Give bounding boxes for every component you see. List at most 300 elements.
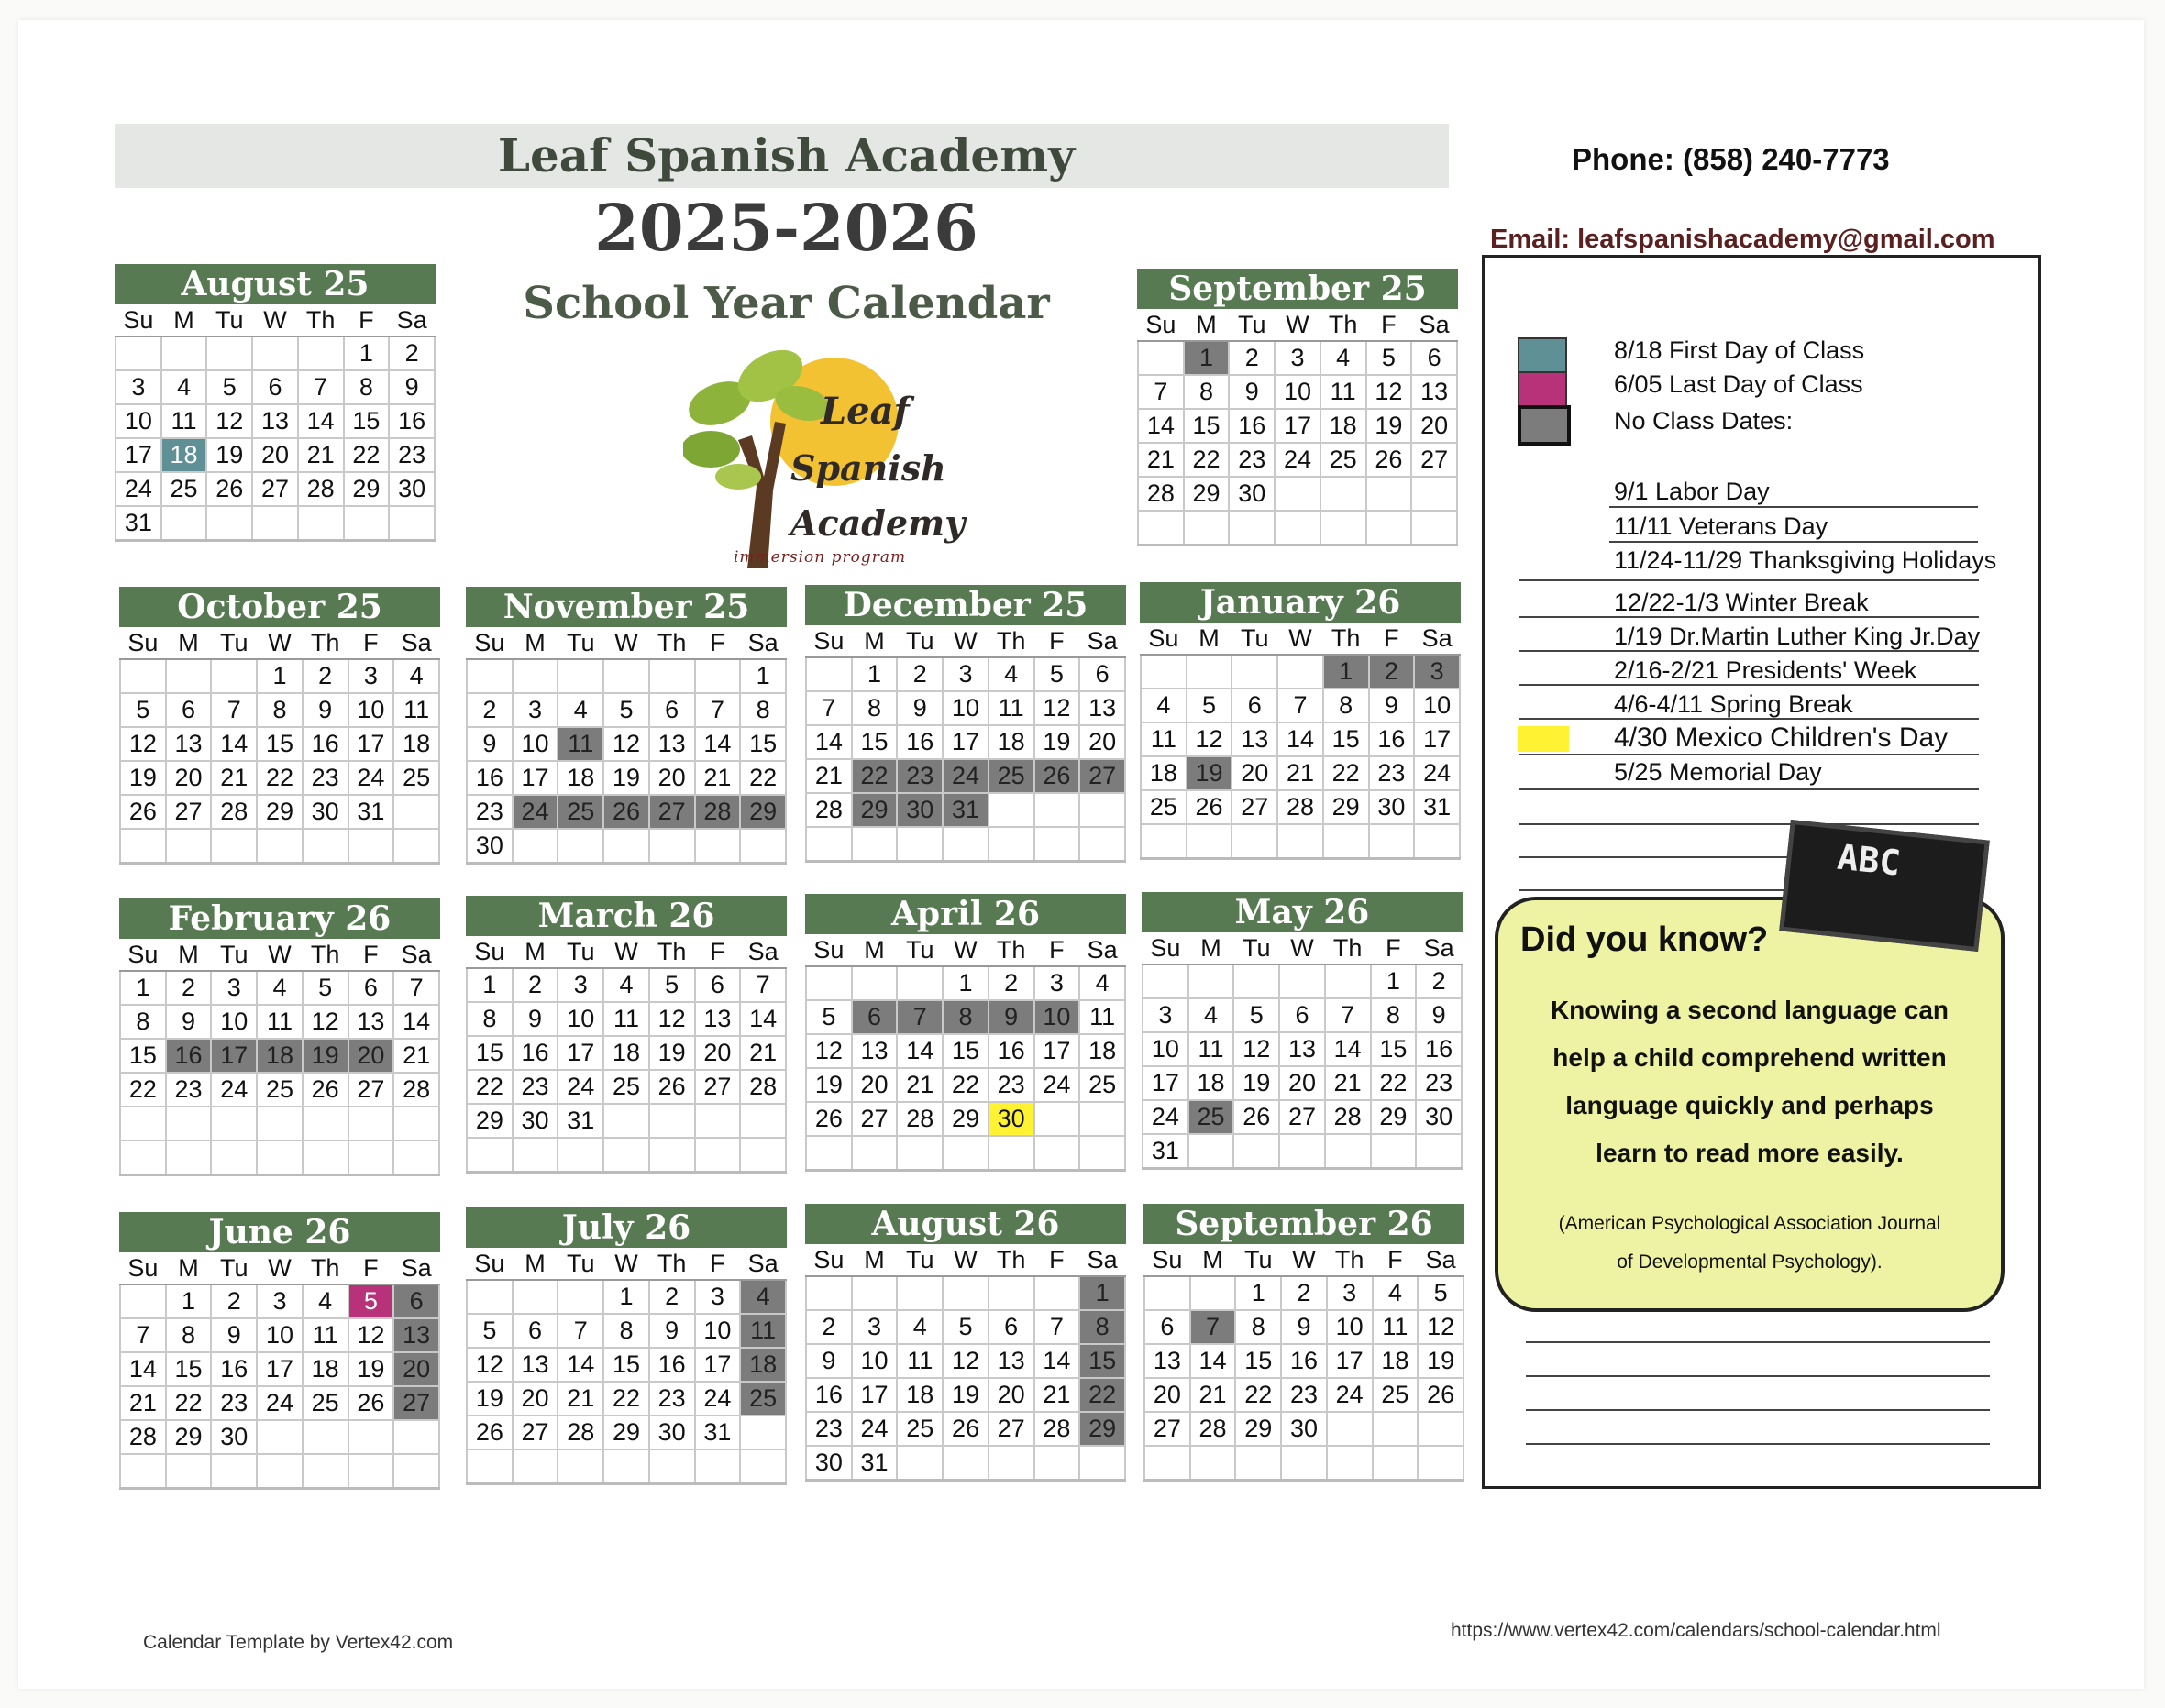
day-cell: 31: [943, 793, 989, 827]
day-cell: 28: [558, 1416, 603, 1449]
day-cell: 4: [740, 1280, 786, 1314]
day-cell: 11: [989, 691, 1034, 725]
day-cell: 8: [1079, 1310, 1125, 1344]
day-cell: 15: [943, 1034, 989, 1068]
day-cell: 4: [1141, 689, 1187, 722]
holiday-item: 11/11 Veterans Day: [1614, 512, 1828, 540]
day-cell: 8: [257, 693, 303, 727]
day-cell: 6: [1279, 998, 1325, 1032]
weekday-label: M: [852, 934, 898, 966]
day-cell: 22: [344, 438, 390, 472]
day-cell: 8: [943, 1000, 989, 1034]
day-cell: 12: [1034, 691, 1080, 725]
month-calendar: [805, 1204, 1126, 1482]
day-cell: 22: [1323, 756, 1369, 790]
empty-cell: [211, 1454, 257, 1489]
month-title: October 25: [119, 587, 440, 627]
empty-cell: [120, 1141, 166, 1175]
day-cell: 29: [852, 793, 898, 827]
day-cell: 19: [348, 1352, 394, 1386]
day-cell: 25: [161, 472, 207, 506]
email-address[interactable]: Email: leafspanishacademy@gmail.com: [1490, 225, 1995, 254]
weekday-label: M: [1188, 932, 1234, 964]
empty-cell: [649, 659, 695, 693]
empty-cell: [558, 1280, 603, 1314]
day-cell: 17: [1143, 1066, 1188, 1100]
day-cell: 8: [120, 1005, 166, 1039]
day-cell: 26: [206, 472, 252, 506]
day-cell: 3: [257, 1284, 303, 1318]
day-cell: 28: [298, 472, 344, 506]
day-cell: 1: [467, 968, 513, 1002]
day-cell: 22: [1235, 1378, 1281, 1412]
day-cell: 3: [558, 968, 603, 1002]
day-cell: 15: [1235, 1344, 1281, 1378]
day-cell: 9: [1369, 689, 1415, 722]
empty-cell: [1188, 1134, 1234, 1169]
day-cell: 18: [740, 1348, 786, 1382]
empty-cell: [1275, 511, 1320, 545]
day-cell: 23: [467, 795, 513, 829]
day-cell: 4: [161, 370, 207, 404]
month-title: November 25: [466, 587, 787, 627]
day-cell: 20: [695, 1036, 741, 1070]
day-cell: 4: [1373, 1276, 1419, 1310]
weekday-label: F: [348, 1252, 394, 1284]
day-cell: 12: [806, 1034, 852, 1068]
day-cell: 21: [1034, 1378, 1080, 1412]
legend-rule: [1519, 616, 1979, 618]
weekday-label: W: [1281, 1244, 1327, 1276]
holiday-item: 11/24-11/29 Thanksgiving Holidays: [1614, 546, 1997, 574]
weekday-label: Tu: [897, 934, 943, 966]
month-calendar: [466, 896, 787, 1174]
empty-cell: [1414, 824, 1460, 859]
day-cell: 6: [252, 370, 298, 404]
empty-cell: [1184, 511, 1230, 545]
legend-rule: [1519, 650, 1979, 652]
day-cell: 6: [513, 1314, 558, 1348]
day-cell: 5: [467, 1314, 513, 1348]
weekday-label: Sa: [1079, 1244, 1125, 1276]
month-calendar: [1137, 269, 1458, 546]
empty-cell: [1371, 1134, 1417, 1169]
day-cell: 1: [740, 659, 786, 693]
day-cell: 18: [603, 1036, 649, 1070]
weekday-label: Sa: [393, 939, 439, 971]
weekday-label: M: [1187, 623, 1232, 655]
day-cell: 9: [897, 691, 943, 725]
day-cell: 14: [1138, 409, 1184, 443]
day-cell: 20: [989, 1378, 1034, 1412]
day-cell: 28: [120, 1420, 166, 1454]
day-cell: 7: [120, 1318, 166, 1352]
empty-cell: [211, 1107, 257, 1141]
day-cell: 9: [389, 370, 435, 404]
day-cell: 14: [1190, 1344, 1236, 1378]
day-cell: 30: [467, 829, 513, 864]
empty-cell: [120, 829, 166, 864]
weekday-label: W: [1279, 932, 1325, 964]
weekday-label: Th: [1320, 309, 1366, 341]
month-calendar: [1143, 1204, 1464, 1482]
empty-cell: [393, 829, 439, 864]
day-cell: 5: [943, 1310, 989, 1344]
day-cell: 12: [943, 1344, 989, 1378]
weekday-label: Su: [467, 627, 513, 659]
day-cell: 23: [166, 1073, 212, 1107]
empty-cell: [206, 336, 252, 370]
day-cell: 5: [1187, 689, 1232, 722]
weekday-label: M: [1190, 1244, 1236, 1276]
day-cell: 19: [943, 1378, 989, 1412]
day-cell: 23: [303, 761, 348, 795]
day-cell: 24: [1275, 443, 1320, 477]
day-cell: 13: [393, 1318, 439, 1352]
day-cell: 17: [348, 727, 394, 761]
day-cell: 17: [1275, 409, 1320, 443]
day-cell: 14: [120, 1352, 166, 1386]
day-cell: 21: [1277, 756, 1323, 790]
day-cell: 3: [1414, 655, 1460, 689]
weekday-label: F: [1034, 1244, 1080, 1276]
day-cell: 7: [740, 968, 786, 1002]
weekday-label: F: [1034, 625, 1080, 657]
template-url[interactable]: https://www.vertex42.com/calendars/school-calendar.html: [1451, 1620, 1941, 1641]
month-calendar: [119, 1212, 440, 1490]
calendar-subtitle: School Year Calendar: [523, 278, 1050, 329]
school-year: 2025-2026: [594, 190, 978, 266]
day-cell: 20: [1411, 409, 1457, 443]
empty-cell: [348, 829, 394, 864]
day-cell: 23: [1281, 1378, 1327, 1412]
day-cell: 5: [348, 1284, 394, 1318]
day-cell: 11: [603, 1002, 649, 1036]
weekday-label: W: [252, 304, 298, 336]
day-cell: 9: [166, 1005, 212, 1039]
day-cell: 3: [943, 657, 989, 691]
legend-last-day: 6/05 Last Day of Class: [1614, 370, 1863, 398]
legend-rule: [1519, 823, 1979, 825]
logo-word-spanish: Spanish: [790, 447, 946, 489]
day-cell: 26: [348, 1386, 394, 1420]
weekday-label: Th: [303, 1252, 348, 1284]
weekday-label: Tu: [1229, 309, 1275, 341]
month-calendar: [466, 1207, 787, 1485]
day-cell: 6: [695, 968, 741, 1002]
empty-cell: [120, 1107, 166, 1141]
day-cell: 3: [852, 1310, 898, 1344]
weekday-label: W: [603, 936, 649, 968]
day-cell: 3: [1034, 966, 1080, 1000]
empty-cell: [1141, 655, 1187, 689]
did-you-know-line: language quickly and perhaps: [1565, 1091, 1934, 1119]
empty-cell: [806, 1276, 852, 1310]
empty-cell: [852, 827, 898, 862]
day-cell: 19: [1233, 1066, 1279, 1100]
day-cell: 16: [513, 1036, 558, 1070]
day-cell: 20: [252, 438, 298, 472]
weekday-label: W: [943, 1244, 989, 1276]
day-cell: 9: [1416, 998, 1462, 1032]
empty-cell: [1187, 655, 1232, 689]
empty-cell: [257, 1420, 303, 1454]
weekday-label: M: [166, 939, 212, 971]
day-cell: 10: [1275, 375, 1320, 409]
day-cell: 30: [1229, 477, 1275, 511]
weekday-label: W: [257, 1252, 303, 1284]
day-cell: 29: [257, 795, 303, 829]
did-you-know-line: Knowing a second language can: [1550, 996, 1950, 1024]
weekday-label: Sa: [393, 1252, 439, 1284]
weekday-label: M: [852, 625, 898, 657]
holiday-item: 5/25 Memorial Day: [1614, 758, 1822, 786]
day-cell: 18: [1188, 1066, 1234, 1100]
empty-cell: [513, 829, 558, 864]
empty-cell: [740, 829, 786, 864]
day-cell: 21: [558, 1382, 603, 1416]
day-cell: 10: [513, 727, 558, 761]
day-cell: 15: [1184, 409, 1230, 443]
day-cell: 6: [1232, 689, 1277, 722]
day-cell: 19: [120, 761, 166, 795]
legend-rule: [1519, 718, 1979, 720]
day-cell: 13: [1144, 1344, 1190, 1378]
source-line: of Developmental Psychology).: [1617, 1251, 1883, 1273]
day-cell: 24: [257, 1386, 303, 1420]
month-title: June 26: [119, 1212, 440, 1252]
day-cell: 24: [852, 1412, 898, 1446]
empty-cell: [348, 1454, 394, 1489]
holiday-item: 4/6-4/11 Spring Break: [1614, 690, 1853, 718]
empty-cell: [558, 1138, 603, 1173]
empty-cell: [695, 829, 741, 864]
source-line: (American Psychological Association Journal: [1558, 1213, 1941, 1234]
empty-cell: [1138, 341, 1184, 375]
chalkboard-text: ABC: [1835, 836, 1903, 884]
empty-cell: [1281, 1446, 1327, 1481]
day-cell: 6: [166, 693, 212, 727]
day-cell: 26: [603, 795, 649, 829]
weekday-label: W: [603, 1248, 649, 1280]
weekday-label: Su: [467, 1248, 513, 1280]
day-cell: 20: [649, 761, 695, 795]
day-cell: 12: [206, 404, 252, 438]
weekday-label: Th: [1323, 623, 1369, 655]
day-cell: 15: [120, 1039, 166, 1073]
day-cell: 15: [1323, 722, 1369, 756]
day-cell: 21: [740, 1036, 786, 1070]
weekday-label: Tu: [897, 1244, 943, 1276]
empty-cell: [649, 1449, 695, 1484]
empty-cell: [1034, 827, 1080, 862]
empty-cell: [257, 1107, 303, 1141]
empty-cell: [1144, 1276, 1190, 1310]
day-cell: 15: [740, 727, 786, 761]
weekday-label: Tu: [558, 1248, 603, 1280]
empty-cell: [393, 795, 439, 829]
day-cell: 14: [1034, 1344, 1080, 1378]
day-cell: 24: [116, 472, 161, 506]
day-cell: 21: [1138, 443, 1184, 477]
day-cell: 16: [649, 1348, 695, 1382]
day-cell: 5: [1034, 657, 1080, 691]
last-day-swatch: [1518, 371, 1567, 408]
day-cell: 2: [1229, 341, 1275, 375]
day-cell: 5: [1418, 1276, 1464, 1310]
day-cell: 9: [1281, 1310, 1327, 1344]
day-cell: 29: [166, 1420, 212, 1454]
empty-cell: [649, 829, 695, 864]
empty-cell: [1034, 1276, 1080, 1310]
holiday-item: 2/16-2/21 Presidents' Week: [1614, 656, 1917, 684]
weekday-label: Sa: [740, 1248, 786, 1280]
day-cell: 31: [348, 795, 394, 829]
day-cell: 2: [649, 1280, 695, 1314]
day-cell: 17: [1327, 1344, 1373, 1378]
day-cell: 30: [1369, 790, 1415, 824]
month-calendar: [115, 264, 436, 542]
day-cell: 21: [298, 438, 344, 472]
day-cell: 31: [558, 1104, 603, 1138]
holiday-item: 9/1 Labor Day: [1614, 478, 1770, 505]
day-cell: 20: [1144, 1378, 1190, 1412]
day-cell: 3: [513, 693, 558, 727]
day-cell: 5: [303, 971, 348, 1005]
day-cell: 7: [897, 1000, 943, 1034]
day-cell: 11: [897, 1344, 943, 1378]
weekday-label: F: [348, 939, 394, 971]
day-cell: 12: [120, 727, 166, 761]
did-you-know-text: [1517, 986, 1983, 1177]
day-cell: 14: [695, 727, 741, 761]
day-cell: 7: [1277, 689, 1323, 722]
weekday-label: F: [695, 936, 741, 968]
day-cell: 9: [649, 1314, 695, 1348]
school-name: Leaf Spanish Academy: [497, 128, 1076, 182]
empty-cell: [943, 1276, 989, 1310]
day-cell: 25: [603, 1070, 649, 1104]
day-cell: 14: [806, 725, 852, 759]
day-cell: 25: [303, 1386, 348, 1420]
day-cell: 22: [943, 1068, 989, 1102]
day-cell: 3: [695, 1280, 741, 1314]
day-cell: 26: [303, 1073, 348, 1107]
day-cell: 27: [166, 795, 212, 829]
empty-cell: [161, 336, 207, 370]
weekday-label: F: [695, 627, 741, 659]
logo-tagline: immersion program: [734, 548, 907, 567]
day-cell: 2: [1281, 1276, 1327, 1310]
day-cell: 28: [897, 1102, 943, 1136]
day-cell: 24: [348, 761, 394, 795]
day-cell: 25: [1373, 1378, 1419, 1412]
weekday-label: Tu: [897, 625, 943, 657]
day-cell: 9: [303, 693, 348, 727]
empty-cell: [298, 506, 344, 541]
day-cell: 22: [1184, 443, 1230, 477]
day-cell: 4: [257, 971, 303, 1005]
empty-cell: [257, 1141, 303, 1175]
day-cell: 29: [467, 1104, 513, 1138]
day-cell: 8: [603, 1314, 649, 1348]
legend-rule: [1519, 889, 1794, 891]
day-cell: 30: [897, 793, 943, 827]
day-cell: 31: [1414, 790, 1460, 824]
day-cell: 24: [695, 1382, 741, 1416]
day-cell: 13: [513, 1348, 558, 1382]
day-cell: 17: [257, 1352, 303, 1386]
empty-cell: [603, 1104, 649, 1138]
empty-cell: [1143, 964, 1188, 998]
day-cell: 7: [1190, 1310, 1236, 1344]
day-cell: 23: [211, 1386, 257, 1420]
day-cell: 31: [116, 506, 161, 541]
day-cell: 11: [257, 1005, 303, 1039]
day-cell: 2: [166, 971, 212, 1005]
legend-rule: [1519, 788, 1979, 790]
empty-cell: [120, 1284, 166, 1318]
day-cell: 8: [1184, 375, 1230, 409]
day-cell: 1: [852, 657, 898, 691]
day-cell: 30: [303, 795, 348, 829]
day-cell: 27: [513, 1416, 558, 1449]
day-cell: 23: [649, 1382, 695, 1416]
empty-cell: [806, 827, 852, 862]
day-cell: 26: [1034, 759, 1080, 793]
day-cell: 28: [1190, 1412, 1236, 1446]
day-cell: 14: [897, 1034, 943, 1068]
empty-cell: [1411, 511, 1457, 545]
empty-cell: [558, 659, 603, 693]
weekday-label: Sa: [740, 627, 786, 659]
day-cell: 15: [1079, 1344, 1125, 1378]
month-calendar: [119, 898, 440, 1176]
day-cell: 16: [303, 727, 348, 761]
day-cell: 23: [989, 1068, 1034, 1102]
empty-cell: [1325, 1134, 1371, 1169]
day-cell: 8: [344, 370, 390, 404]
day-cell: 27: [852, 1102, 898, 1136]
empty-cell: [1327, 1446, 1373, 1481]
empty-cell: [695, 659, 741, 693]
weekday-label: Sa: [393, 627, 439, 659]
day-cell: 21: [120, 1386, 166, 1420]
day-cell: 15: [852, 725, 898, 759]
day-cell: 6: [989, 1310, 1034, 1344]
weekday-label: Th: [649, 936, 695, 968]
day-cell: 2: [211, 1284, 257, 1318]
empty-cell: [989, 1136, 1034, 1171]
day-cell: 24: [1034, 1068, 1080, 1102]
empty-cell: [806, 966, 852, 1000]
weekday-label: F: [1034, 934, 1080, 966]
day-cell: 27: [649, 795, 695, 829]
empty-cell: [1190, 1276, 1236, 1310]
day-cell: 21: [1190, 1378, 1236, 1412]
empty-cell: [467, 1138, 513, 1173]
weekday-label: W: [1277, 623, 1323, 655]
day-cell: 1: [1323, 655, 1369, 689]
day-cell: 11: [393, 693, 439, 727]
day-cell: 22: [852, 759, 898, 793]
empty-cell: [1369, 824, 1415, 859]
day-cell: 2: [467, 693, 513, 727]
day-cell: 21: [806, 759, 852, 793]
legend-rule: [1609, 541, 1978, 543]
day-cell: 22: [1371, 1066, 1417, 1100]
weekday-label: F: [1371, 932, 1417, 964]
